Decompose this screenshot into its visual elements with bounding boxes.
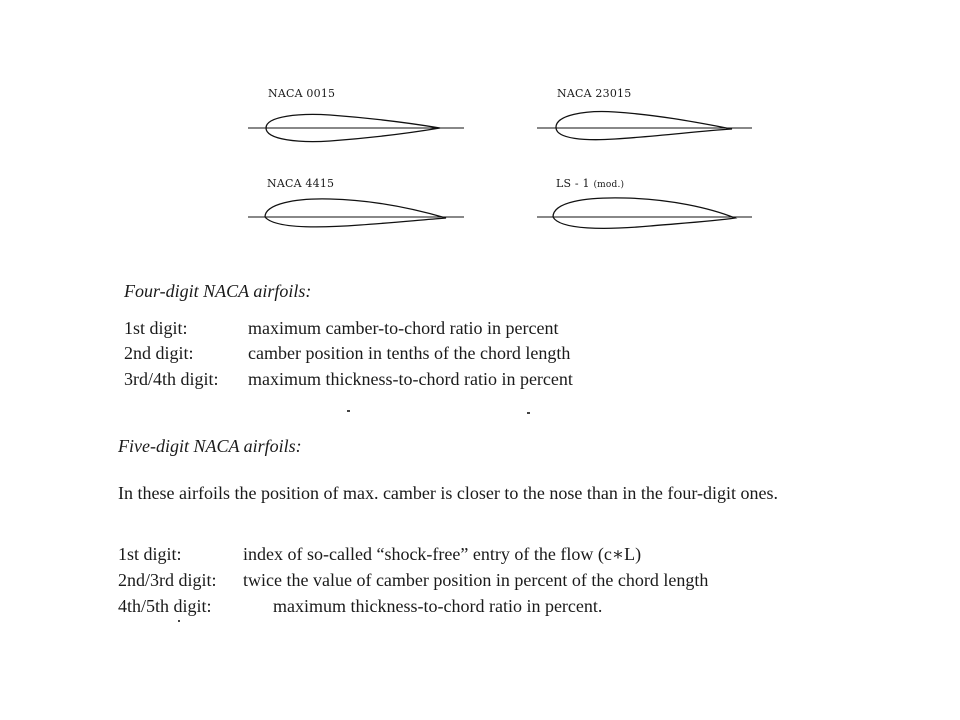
five-digit-intro: In these airfoils the position of max. camber is closer to the nose than in the four-digit ones. (118, 483, 778, 503)
four-digit-def-2: camber position in tenths of the chord length (248, 343, 571, 363)
five-digit-def-1: index of so-called “shock-free” entry of the flow (c∗L) (243, 544, 642, 564)
airfoil-label-ls-1-suffix: (mod.) (593, 180, 625, 190)
five-digit-heading: Five-digit NACA airfoils: (118, 436, 302, 456)
four-digit-term-1: 1st digit: (124, 318, 188, 338)
five-digit-def-2: twice the value of camber position in percent of the chord length (243, 570, 709, 590)
four-digit-def-1: maximum camber-to-chord ratio in percent (248, 318, 559, 338)
airfoil-label-naca-23015: NACA 23015 (557, 87, 632, 100)
four-digit-term-2: 2nd digit: (124, 343, 194, 363)
scan-fragment (527, 412, 530, 414)
airfoil-diagram (0, 0, 960, 260)
five-digit-term-2: 2nd/3rd digit: (118, 570, 217, 590)
five-digit-def-3: maximum thickness-to-chord ratio in percent. (273, 596, 603, 616)
four-digit-heading: Four-digit NACA airfoils: (124, 281, 312, 301)
airfoil-shape-ls-1-mod (553, 198, 735, 228)
five-digit-term-1: 1st digit: (118, 544, 182, 564)
airfoil-shape-naca-4415 (265, 199, 446, 227)
airfoil-shape-naca-23015 (556, 112, 732, 140)
five-digit-term-3: 4th/5th digit: (118, 596, 212, 616)
scan-fragment (178, 620, 180, 622)
airfoil-label-naca-0015: NACA 0015 (268, 87, 336, 100)
airfoil-label-ls-1-name: LS - 1 (556, 177, 590, 190)
airfoil-label-naca-4415: NACA 4415 (267, 177, 335, 190)
four-digit-term-3: 3rd/4th digit: (124, 369, 219, 389)
scan-fragment (347, 410, 350, 412)
four-digit-def-3: maximum thickness-to-chord ratio in percent (248, 369, 573, 389)
